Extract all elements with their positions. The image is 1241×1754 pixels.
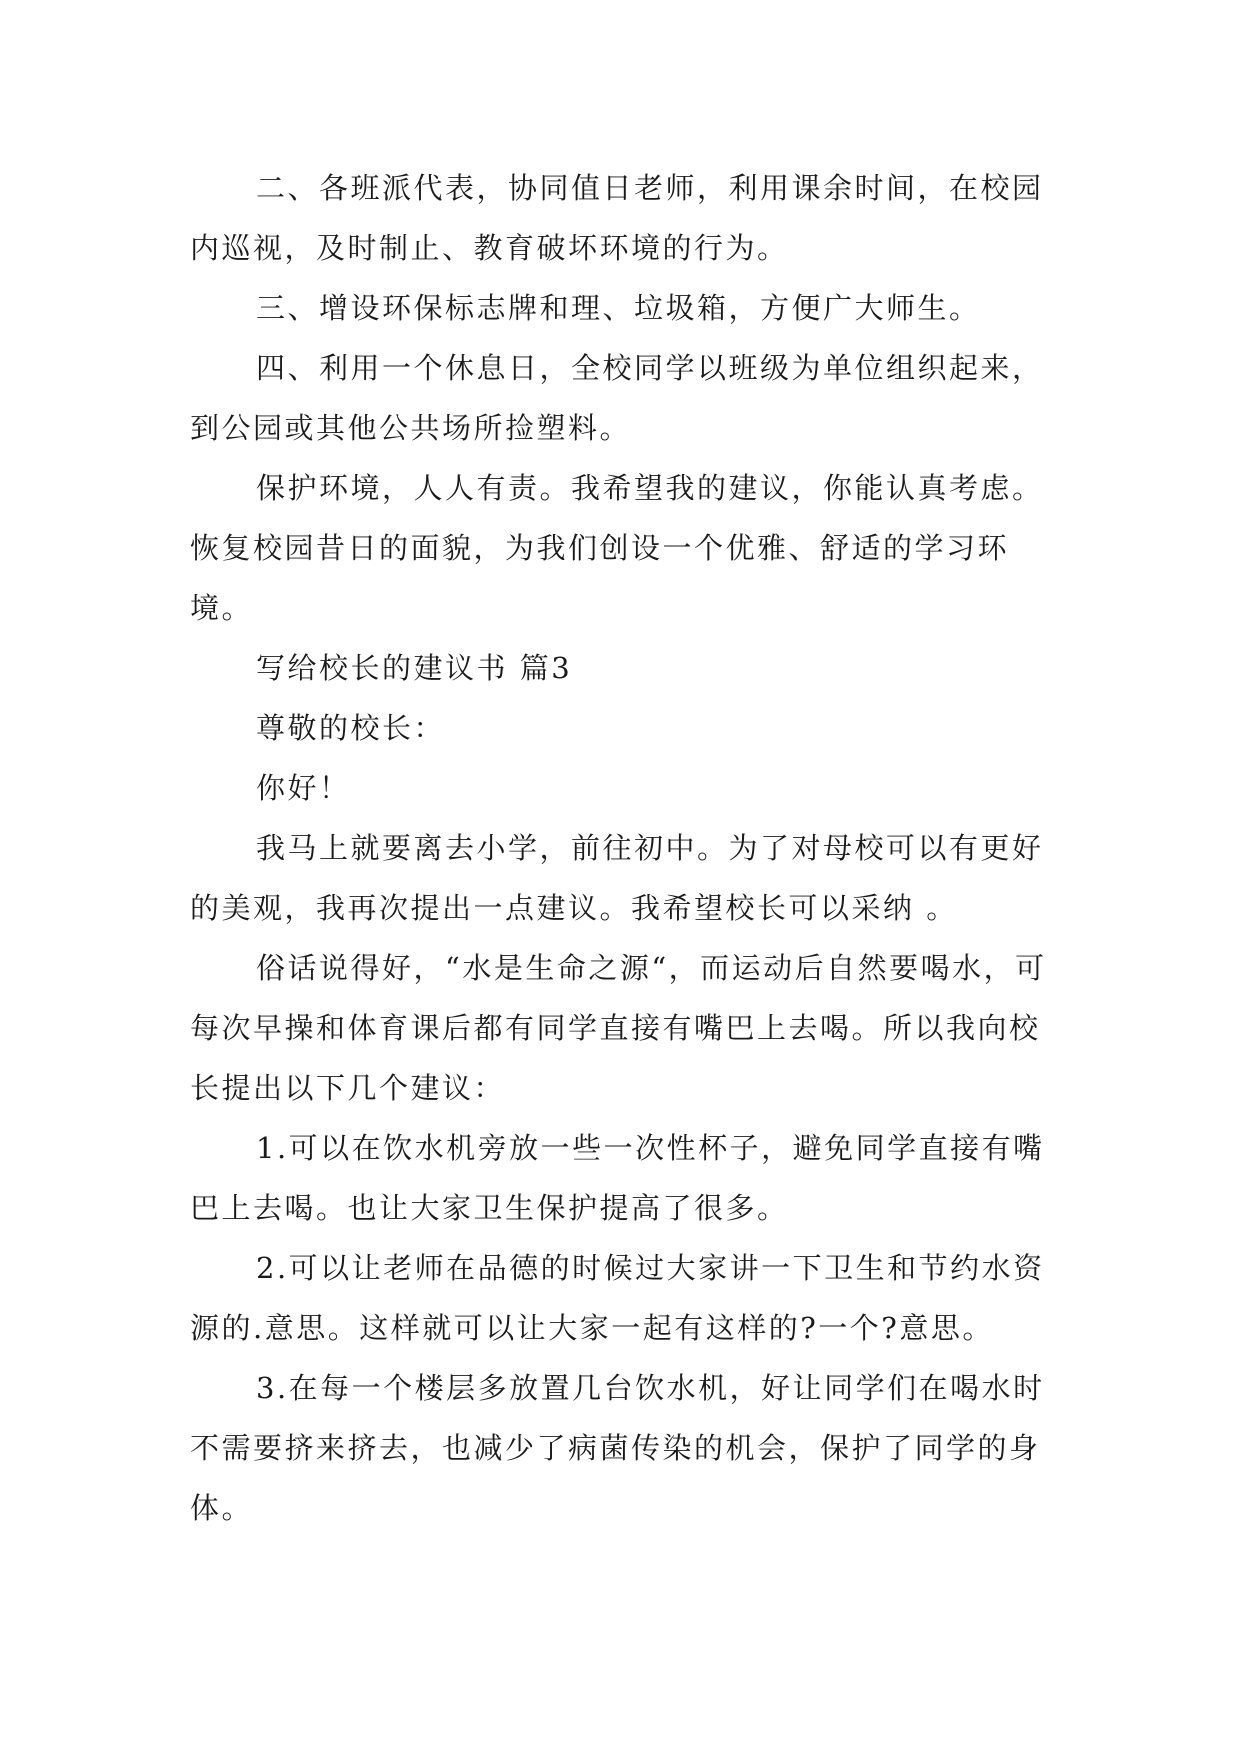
paragraph-protect-environment: 保护环境，人人有责。我希望我的建议，你能认真考虑。恢复校园昔日的面貌，为我们创设一个优雅、舒适的学习环境。 xyxy=(190,471,1044,625)
greeting: 你好！ xyxy=(256,771,351,805)
section-heading: 写给校长的建议书 篇3 xyxy=(256,651,573,685)
salutation: 尊敬的校长： xyxy=(256,711,446,745)
suggestion-item-1: 1.可以在饮水机旁放一些一次性杯子，避免同学直接有嘴巴上去喝。也让大家卫生保护提高了很多。 xyxy=(190,1131,1045,1225)
paragraph-intro: 我马上就要离去小学，前往初中。为了对母校可以有更好的美观，我再次提出一点建议。我希望校长可以采纳 。 xyxy=(190,831,1044,925)
paragraph-rest-day: 四、利用一个休息日，全校同学以班级为单位组织起来，到公园或其他公共场所捡塑料。 xyxy=(190,351,1044,445)
document-page xyxy=(190,158,1056,1538)
suggestion-item-3: 3.在每一个楼层多放置几台饮水机，好让同学们在喝水时不需要挤来挤去，也减少了病菌传染的机会，保护了同学的身体。 xyxy=(190,1371,1045,1525)
paragraph-patrol: 二、各班派代表，协同值日老师，利用课余时间，在校园内巡视，及时制止、教育破坏环境的行为。 xyxy=(190,171,1044,265)
paragraph-signs: 三、增设环保标志牌和理、垃圾箱，方便广大师生。 xyxy=(256,291,981,325)
suggestion-item-2: 2.可以让老师在品德的时候过大家讲一下卫生和节约水资源的.意思。这样就可以让大家一起有这样的?一个?意思。 xyxy=(190,1251,1045,1345)
paragraph-water: 俗话说得好，“水是生命之源“，而运动后自然要喝水，可每次早操和体育课后都有同学直接有嘴巴上去喝。所以我向校长提出以下几个建议： xyxy=(190,951,1047,1105)
